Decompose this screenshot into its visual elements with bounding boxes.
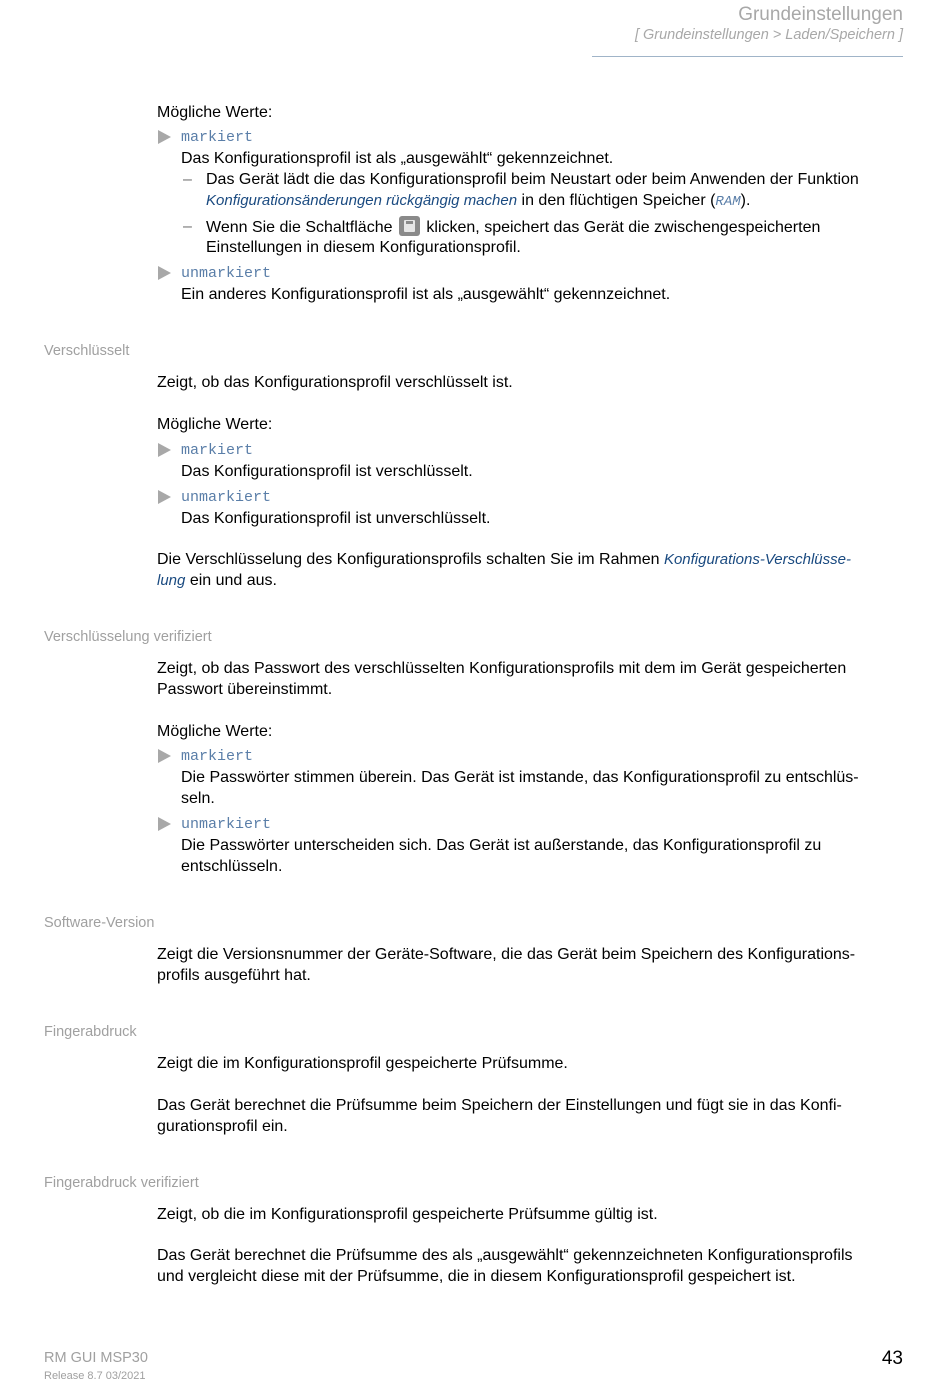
note-end: ein und aus.	[189, 572, 277, 589]
sub-bullet-post: klicken, speichert das Gerät die zwischengespeicherten	[426, 219, 821, 236]
section-description: Zeigt, ob das Passwort des verschlüsselten Konfigurationsprofils mit dem im Gerät gespeicherten	[157, 660, 847, 677]
section-note-line2	[157, 570, 277, 591]
value-keyword: markiert	[181, 129, 254, 146]
value-keyword: unmarkiert	[181, 816, 272, 833]
value-description: Die Passwörter unterscheiden sich. Das Gerät ist außerstande, das Konfigurationsprofil zu	[181, 837, 822, 854]
sub-bullet-text-line2: Einstellungen in diesem Konfigurationsprofil.	[206, 239, 521, 256]
value-keyword: markiert	[181, 442, 254, 459]
sub-bullet-mid: in den flüchtigen Speicher (	[521, 192, 716, 209]
section-note: Das Gerät berechnet die Prüfsumme des als „ausgewählt“ gekennzeichneten Konfigurationsprofils	[157, 1247, 853, 1264]
dash-bullet: –	[183, 171, 192, 188]
section-description: Zeigt die im Konfigurationsprofil gespeicherte Prüfsumme.	[157, 1055, 568, 1072]
link-undo-config-changes[interactable]: Konfigurationsänderungen rückgängig machen	[206, 192, 518, 209]
bullet-triangle-icon	[158, 749, 171, 763]
dash-bullet: –	[183, 218, 192, 235]
possible-values-label: Mögliche Werte:	[157, 723, 273, 740]
section-description-line2: Passwort übereinstimmt.	[157, 681, 333, 698]
bullet-triangle-icon	[158, 130, 171, 144]
section-label-verschluesselung-verifiziert: Verschlüsselung verifiziert	[44, 629, 212, 645]
possible-values-label: Mögliche Werte:	[157, 104, 273, 121]
bullet-triangle-icon	[158, 443, 171, 457]
value-keyword: unmarkiert	[181, 265, 272, 282]
breadcrumb: [ Grundeinstellungen > Laden/Speichern ]	[634, 27, 903, 43]
value-description-line2: seln.	[181, 790, 215, 807]
bullet-triangle-icon	[158, 266, 171, 280]
section-label-software-version: Software-Version	[44, 915, 155, 931]
value-description-line2: entschlüsseln.	[181, 858, 283, 875]
section-note: Das Gerät berechnet die Prüfsumme beim Speichern der Einstellungen und fügt sie in das Konfi-	[157, 1097, 842, 1114]
value-description: Das Konfigurationsprofil ist als „ausgewählt“ gekennzeichnet.	[181, 150, 614, 167]
section-description: Zeigt die Versionsnummer der Geräte-Software, die das Gerät beim Speichern des Konfigurations-	[157, 946, 856, 963]
sub-bullet-text-line2	[206, 190, 750, 213]
sub-bullet-text: Das Gerät lädt die das Konfigurationsprofil beim Neustart oder beim Anwenden der Funktion	[206, 171, 859, 188]
possible-values-label: Mögliche Werte:	[157, 416, 273, 433]
value-keyword: markiert	[181, 748, 254, 765]
section-label-verschluesselt: Verschlüsselt	[44, 343, 130, 359]
bullet-triangle-icon	[158, 817, 171, 831]
header-title: Grundeinstellungen	[738, 4, 903, 25]
ram-keyword: RAM	[715, 194, 741, 210]
value-description: Das Konfigurationsprofil ist verschlüsselt.	[181, 463, 473, 480]
section-note-line2: und vergleicht diese mit der Prüfsumme, die in diesem Konfigurationsprofil gespeichert ist.	[157, 1268, 796, 1285]
save-icon	[399, 216, 420, 236]
section-note-line2: gurationsprofil ein.	[157, 1118, 288, 1135]
page-number: 43	[881, 1348, 903, 1369]
section-description: Zeigt, ob das Konfigurationsprofil verschlüsselt ist.	[157, 374, 513, 391]
sub-bullet-end: ).	[740, 192, 751, 209]
bullet-triangle-icon	[158, 490, 171, 504]
section-description-line2: profils ausgeführt hat.	[157, 967, 311, 984]
header-divider	[592, 56, 903, 57]
footer-doc-title: RM GUI MSP30	[44, 1350, 148, 1366]
section-note	[157, 549, 851, 570]
link-config-encryption-cont[interactable]: lung	[157, 572, 186, 589]
section-label-fingerabdruck-verifiziert: Fingerabdruck verifiziert	[44, 1175, 199, 1191]
value-description: Das Konfigurationsprofil ist unverschlüsselt.	[181, 510, 491, 527]
section-label-fingerabdruck: Fingerabdruck	[44, 1024, 137, 1040]
section-description: Zeigt, ob die im Konfigurationsprofil gespeicherte Prüfsumme gültig ist.	[157, 1206, 658, 1223]
value-keyword: unmarkiert	[181, 489, 272, 506]
sub-bullet-pre: Wenn Sie die Schaltfläche	[206, 219, 393, 236]
value-description: Ein anderes Konfigurationsprofil ist als „ausgewählt“ gekennzeichnet.	[181, 286, 671, 303]
value-description: Die Passwörter stimmen überein. Das Gerät ist imstande, das Konfigurationsprofil zu entschlüs-	[181, 769, 859, 786]
sub-bullet-text	[206, 216, 820, 238]
link-config-encryption[interactable]: Konfigurations-Verschlüsse-	[663, 551, 851, 568]
note-pre: Die Verschlüsselung des Konfigurationsprofils schalten Sie im Rahmen	[157, 551, 660, 568]
footer-release: Release 8.7 03/2021	[44, 1370, 146, 1382]
